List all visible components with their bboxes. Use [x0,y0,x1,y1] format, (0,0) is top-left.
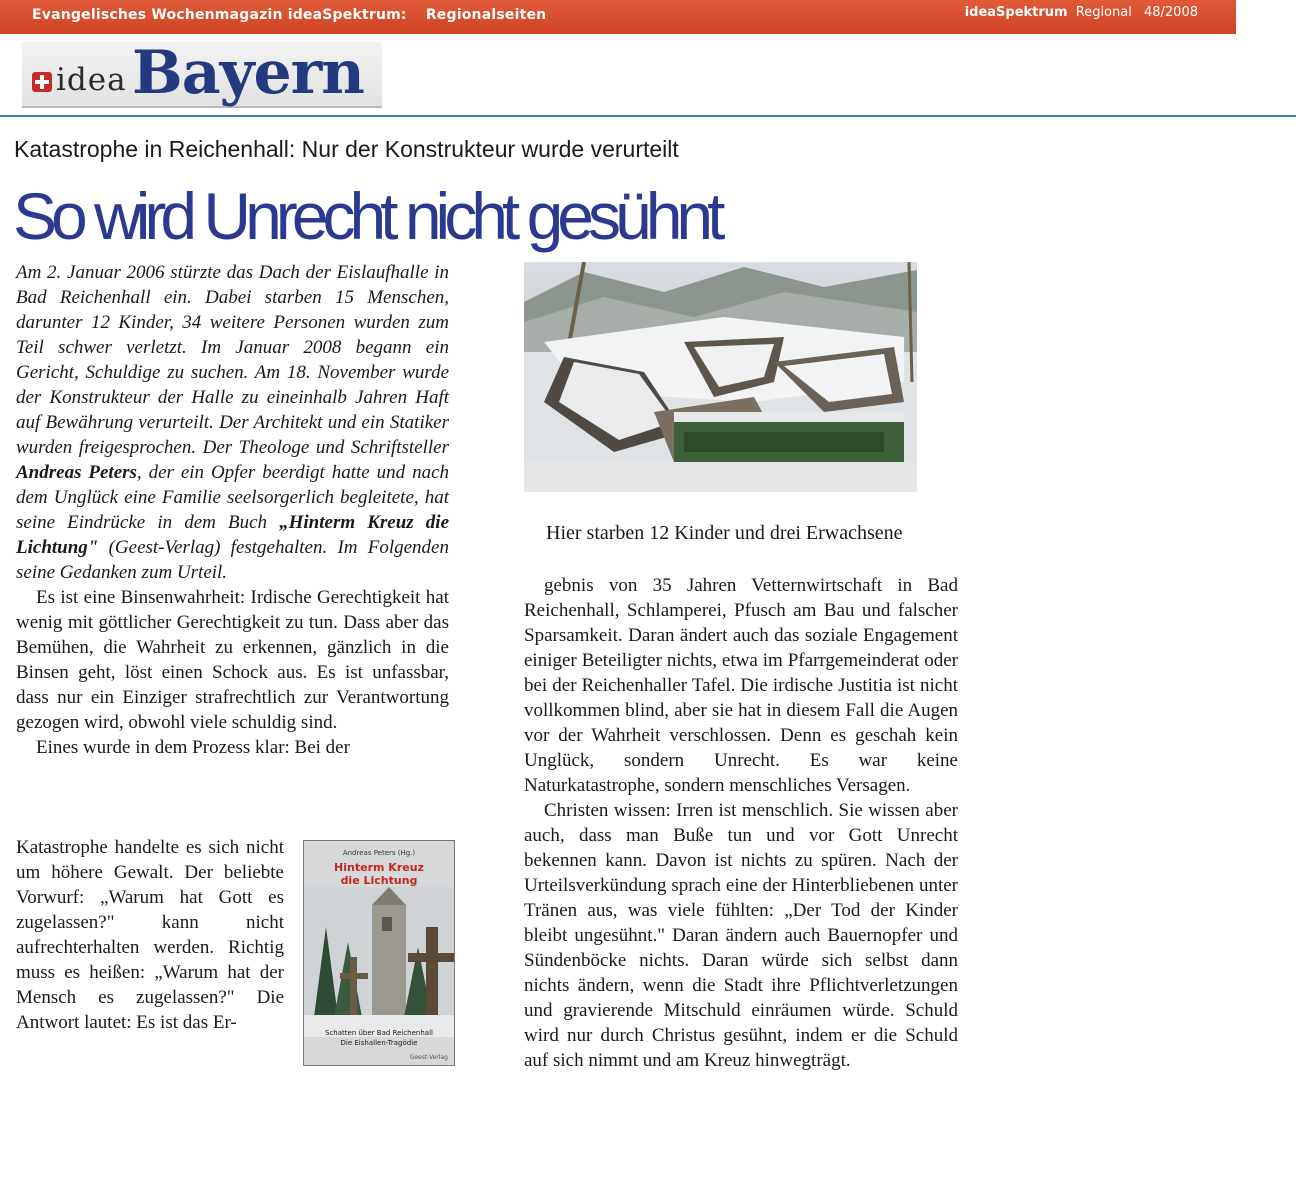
header-divider [0,115,1296,117]
ice-rink-collapse-illustration [524,262,917,492]
book-cover-image [303,840,455,1066]
book-title: „Hinterm Kreuz die Lichtung" [16,512,449,558]
author-name: Andreas Peters [16,462,137,483]
header-bar [0,0,1236,34]
idea-bayern-logo [22,38,382,108]
photo-caption: Hier starben 12 Kinder und drei Erwachsene [546,522,903,544]
article-kicker: Katastrophe in Reichenhall: Nur der Konstrukteur wurde verurteilt [14,136,679,162]
book-subtitle-1: Schatten über Bad Reichenhall [325,1029,433,1037]
right-column [524,573,958,1073]
right-paragraph-1: gebnis von 35 Jahren Vetternwirtschaft in Bad Reichenhall, Schlamperei, Pfusch am Bau und falscher Sparsamkeit. Daran ändert auch das soziale Engagement einiger Beteiligter nichts, etwa im Pfarrgemeinderat oder bei der Reichenhaller Tafel. Die irdische Justitia ist nicht vollkommen blind, aber sie hat in diesem Fall die Augen vor der Wahrheit verschlossen. Denn es geschah kein Unglück, sondern Unrecht. Es war keine Naturkatastrophe, sondern menschliches Versagen. [524,575,958,796]
paragraph-2-start: Eines wurde in dem Prozess klar: Bei der [36,737,350,758]
article-intro: Am 2. Januar 2006 stürzte das Dach der Eislaufhalle in Bad Reichenhall ein. Dabei starben 15 Menschen, darunter 12 Kinder, 34 weitere Personen wurden zum Teil schwer verletzt. Im Januar 2008 begann ein Gericht, Schuldige zu suchen. Am 18. November wurde der Konstrukteur der Halle zu eineinhalb Jahren Haft auf Bewährung verurteilt. Der Architekt und ein Statiker wurden freigesprochen. Der Theologe und Schriftsteller Andreas Peters, der ein Opfer beerdigt hatte und nach dem Unglück eine Familie seelsorgerlich begleitete, hat seine Eindrücke in dem Buch „Hinterm Kreuz die Lichtung" (Geest-Verlag) festgehalten. Im Folgenden seine Gedanken zum Urteil. [16,262,450,583]
book-cover-illustration [304,887,454,1037]
book-publisher: Geest-Verlag [409,1054,448,1061]
issue-number: 48/2008 [1143,5,1198,20]
collapsed-ice-rink-photo [524,262,917,492]
left-column [16,260,449,760]
book-subtitle-2: Die Eishallen-Tragödie [340,1039,418,1047]
article-headline: So wird Unrecht nicht gesühnt [13,179,720,253]
logo-idea-text: idea [56,62,127,98]
paragraph-1: Es ist eine Binsenwahrheit: Irdische Gerechtigkeit hat wenig mit göttlicher Gerechtigkeit zu tun. Dass aber das Bemühen, die Wahrheit zu erkennen, gänzlich in die Binsen geht, löst einen Schock aus. Es ist unfassbar, dass nur ein Einziger strafrechtlich zur Verantwortung gezogen wird, obwohl viele schuldig sind. [16,587,449,733]
edition-label: Regional [1075,5,1132,20]
paragraph-2-rest: Katastrophe handelte es sich nicht um höhere Gewalt. Der beliebte Vorwurf: „Warum hat Gott es zugelassen?" kann nicht aufrechterhalten werden. Richtig muss es heißen: „Warum hat der Mensch es zugelassen?" Die Antwort lautet: Es ist das Er- [16,837,284,1033]
header-left [32,7,546,23]
logo-region-text: Bayern [132,38,364,108]
magazine-name: Evangelisches Wochenmagazin ideaSpektrum: [32,7,407,23]
book-author: Andreas Peters (Hg.) [342,849,416,857]
section-name: Regionalseiten [425,7,547,23]
book-cover-title: Hinterm Kreuz die Lichtung [334,861,424,887]
left-column-wrap [16,835,284,1035]
header-right [965,5,1198,20]
idea-cross-icon [32,72,52,92]
right-paragraph-2: Christen wissen: Irren ist menschlich. Sie wissen aber auch, dass man Buße tun und vor Gott Unrecht bekennen kann. Davon ist nichts zu spüren. Nach der Urteilsverkündung sprach eine der Hinterbliebenen unter Tränen aus, was viele fühlten: „Der Tod der Kinder bleibt ungesühnt." Daran ändern auch Bauernopfer und Sündenböcke nichts. Daran würde sich selbst dann nichts ändern, wenn die Stadt ihre Pflichtverletzungen und gravierende Mitschuld einräumen würde. Schuld wird nur durch Christus gesühnt, indem er die Schuld auf sich nimmt und am Kreuz hinwegträgt. [524,800,958,1071]
brand-name: ideaSpektrum [964,5,1068,20]
